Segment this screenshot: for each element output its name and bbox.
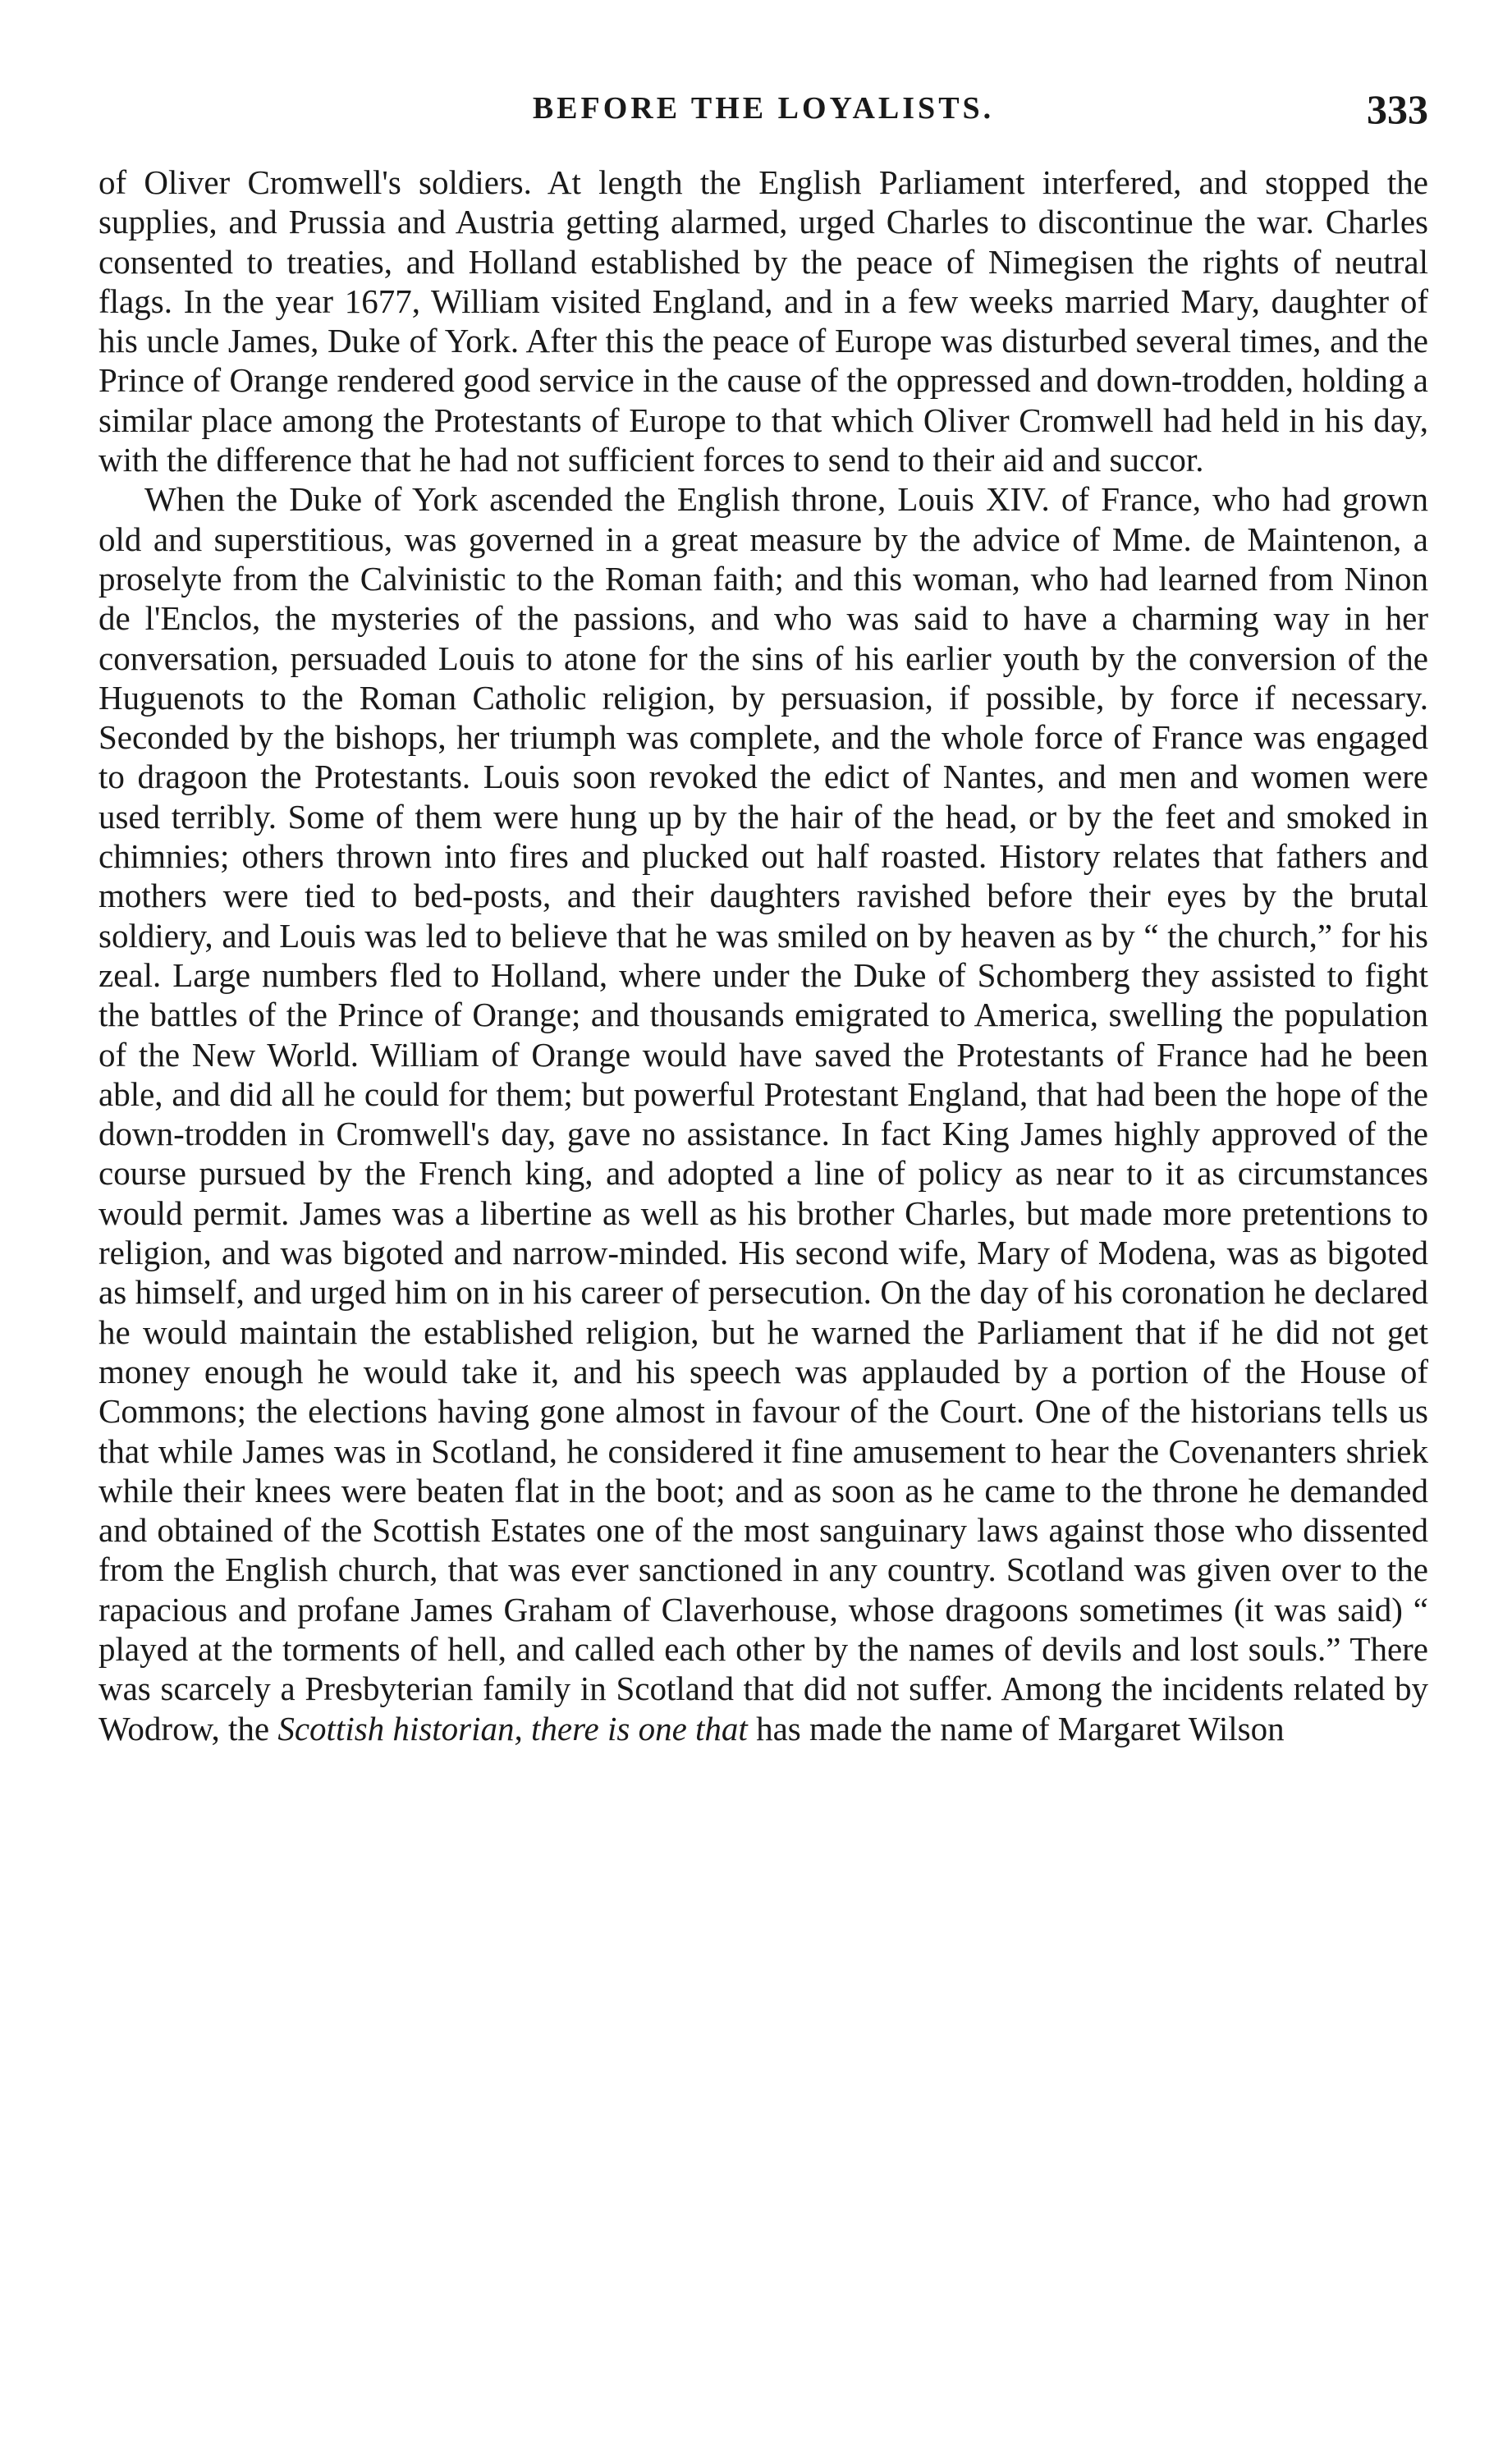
running-head: [99, 82, 1428, 148]
book-page: [99, 82, 1428, 2397]
paragraph-continued: of Oliver Cromwell's soldiers. At length the English Parliament interfered, and stopped the supplies, and Prussia and Austria getting alarmed, urged Charles to discontinue the war. Charles consented to treaties, and Holland established by the peace of Nimegisen the rights of neutral flags. In the year 1677, William visited England, and in a few weeks married Mary, daughter of his uncle James, Duke of York. After this the peace of Europe was disturbed several times, and the Prince of Orange rendered good service in the cause of the oppressed and down-trodden, holding a similar place among the Protestants of Europe to that which Oliver Cromwell had held in his day, with the difference that he had not sufficient forces to send to their aid and succor.: [99, 163, 1428, 479]
running-title: BEFORE THE LOYALISTS.: [532, 91, 995, 126]
body-text: [99, 163, 1428, 1748]
last-line-italic: Scottish historian, there is one that: [277, 1709, 748, 1747]
paragraph-text: When the Duke of York ascended the English throne, Louis XIV. of France, who had grown old and superstitious, was governed in a great measure by the advice of Mme. de Maintenon, a proselyte from the Calvinistic to the Roman faith; and this woman, who had learned from Ninon de l'Enclos, the mysteries of the passions, and who was said to have a charming way in her conversation, persuaded Louis to atone for the sins of his earlier youth by the conversion of the Huguenots to the Roman Catholic religion, by persuasion, if possible, by force if necessary. Seconded by the bishops, her triumph was complete, and the whole force of France was engaged to dragoon the Protestants. Louis soon revoked the edict of Nantes, and men and women were used terribly. Some of them were hung up by the hair of the head, or by the feet and smoked in chimnies; others thrown into fires and plucked out half roasted. History relates that fathers and mothers were tied to bed-posts, and their daughters ravished before their eyes by the brutal soldiery, and Louis was led to believe that he was smiled on by heaven as by “ the church,” for his zeal. Large numbers fled to Holland, where under the Duke of Schomberg they assisted to fight the battles of the Prince of Orange; and thousands emigrated to America, swelling the population of the New World. William of Orange would have saved the Protestants of France had he been able, and did all he could for them; but powerful Protestant England, that had been the hope of the down-trodden in Cromwell's day, gave no assistance. In fact King James highly approved of the course pursued by the French king, and adopted a line of policy as near to it as circumstances would permit. James was a libertine as well as his brother Charles, but made more pretentions to religion, and was bigoted and narrow-minded. His second wife, Mary of Modena, was as bigoted as himself, and urged him on in his career of persecution. On the day of his coronation he declared he would maintain the established religion, but he warned the Parliament that if he did not get money enough he would take it, and his speech was applauded by a portion of the House of Commons; the elections having gone almost in favour of the Court. One of the historians tells us that while James was in Scotland, he considered it fine amusement to hear the Covenanters shriek while their knees were beaten flat in the boot; and as soon as he came to the throne he demanded and obtained of the Scottish Estates one of the most sanguinary laws against those who dissented from the English church, that was ever sanctioned in any country. Scotland was given over to the rapacious and profane James Graham of Claverhouse, whose dragoons sometimes (it was said) “ played at the torments of hell, and called each other by the names of devils and lost souls.” There was scarcely a Presbyterian family in Scotland that did not suffer. Among the incidents related by Wodrow, the: [99, 480, 1428, 1747]
page-number: 333: [1367, 86, 1428, 132]
last-line-roman: has made the name of Margaret Wilson: [747, 1709, 1285, 1747]
paragraph: [99, 479, 1428, 1748]
